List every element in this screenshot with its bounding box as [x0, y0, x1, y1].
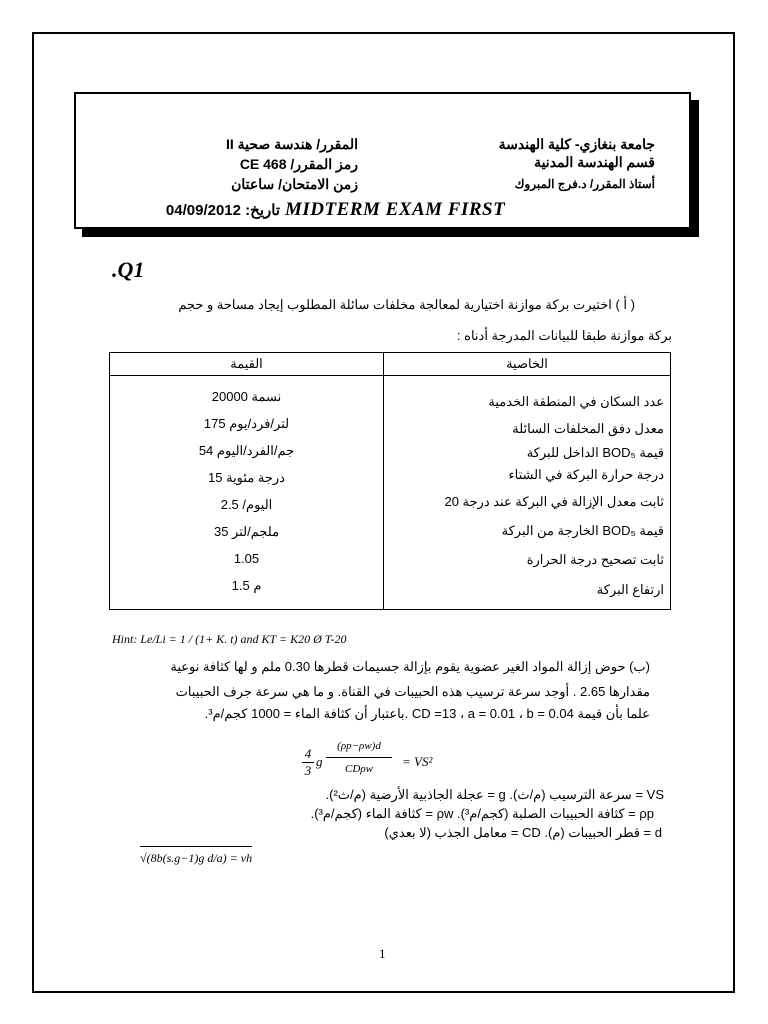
table-values-column — [110, 376, 384, 610]
table-cell-value: 54 جم/الفرد/اليوم — [198, 443, 295, 458]
table-cell-property: معدل دفق المخلفات السائلة — [512, 421, 664, 436]
page-number: 1 — [379, 946, 386, 961]
definition-line1: VS = سرعة الترسيب (م/ث). g = عجلة الجاذبية الأرضية (م/ث²). — [325, 787, 664, 802]
table-properties-column — [384, 376, 671, 610]
table-header-property: الخاصية — [384, 353, 671, 376]
settling-velocity-formula — [302, 738, 492, 788]
department-name: قسم الهندسة المدنية — [534, 154, 655, 170]
formula-rhs: = VS² — [402, 754, 433, 769]
part-b-text-line1: (ب) حوض إزالة المواد الغير عضوية يقوم بإزالة جسيمات قطرها 0.30 ملم و لها كثافة نوعية — [170, 659, 650, 674]
table-cell-property: ثابت معدل الإزالة في البركة عند درجة 20 — [444, 494, 664, 509]
definition-line3: d = قطر الحبيبات (م). CD = معامل الجذب (لا بعدي) — [384, 825, 662, 840]
course-name: المقرر/ هندسة صحية II — [225, 136, 358, 152]
table-cell-value: 1.5 م — [231, 578, 262, 593]
table-cell-value: 1.05 — [233, 551, 260, 566]
part-b-text-line3: علما بأن قيمة CD =13 ، a = 0.01 ، b = 0.04 .باعتبار أن كثافة الماء = 1000 كجم/م³. — [204, 706, 650, 721]
formula-numerator: (ρp−ρw)d — [337, 740, 381, 752]
formula-denominator: CDρw — [345, 763, 373, 775]
table-cell-property: درجة حرارة البركة في الشتاء — [508, 467, 664, 482]
exam-duration: زمن الامتحان/ ساعتان — [231, 176, 358, 192]
part-a-text-line1: ( أ ) اختيرت بركة موازنة اختيارية لمعالجة مخلفات سائلة المطلوب إيجاد مساحة و حجم — [178, 297, 635, 312]
hint-text: Hint: Le/Li = 1 / (1+ K. t) and KT = K20 Ø T-20 — [112, 632, 347, 646]
formula-gravity-symbol: g — [316, 754, 323, 769]
university-name: جامعة بنغازي- كلية الهندسة — [498, 136, 655, 152]
table-cell-property: قيمة BOD₅ الداخل للبركة — [526, 445, 664, 460]
definition-line2: ρp = كثافة الحبيبات الصلبة (كجم/م³). ρw = كثافة الماء (كجم/م³). — [310, 806, 654, 821]
table-cell-property: ارتفاع البركة — [596, 582, 664, 597]
exam-date: تاريخ: 04/09/2012 — [165, 202, 280, 219]
data-table — [109, 352, 671, 610]
scour-velocity-formula: √(8b(s.g−1)g d/a) = vh — [140, 846, 252, 866]
table-cell-property: عدد السكان في المنطقة الخدمية — [488, 394, 664, 409]
table-cell-value: 20000 نسمة — [211, 389, 282, 404]
instructor-name: أستاذ المقرر/ د.فرج المبروك — [514, 177, 655, 191]
formula-fraction-numerator: 4 — [304, 746, 312, 761]
exam-title: MIDTERM EXAM FIRST — [285, 199, 506, 220]
course-code: رمز المقرر/ CE 468 — [239, 156, 358, 172]
table-header-value: القيمة — [110, 353, 384, 376]
table-cell-value: 175 لتر/فرد/يوم — [203, 416, 290, 431]
part-a-text-line2: بركة موازنة طبقا للبيانات المدرجة أدناه : — [456, 328, 672, 343]
question-label: .Q1 — [112, 257, 145, 282]
table-cell-value: 35 ملجم/لتر — [213, 524, 280, 539]
table-cell-value: 15 درجة مئوية — [208, 470, 285, 485]
table-cell-value: 2.5 /اليوم — [220, 497, 273, 512]
formula-fraction-denominator: 3 — [304, 763, 312, 778]
table-cell-property: قيمة BOD₅ الخارجة من البركة — [501, 523, 664, 538]
table-cell-property: ثابت تصحيح درجة الحرارة — [526, 552, 664, 567]
part-b-text-line2: مقدارها 2.65 . أوجد سرعة ترسيب هذه الحبيبات في القناة. و ما هي سرعة جرف الحبيبات — [175, 684, 650, 699]
